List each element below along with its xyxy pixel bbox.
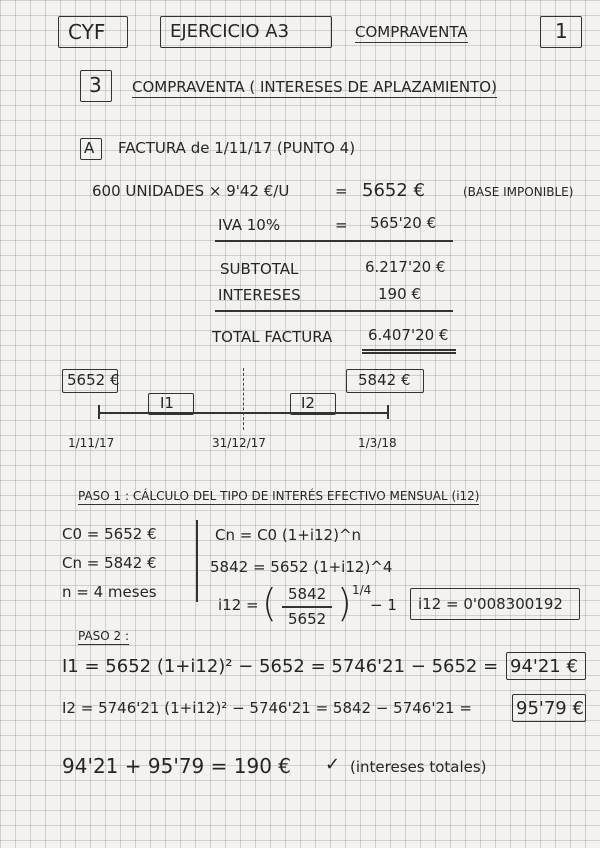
subsection-letter: A [84,139,95,157]
exercise-label: EJERCICIO A3 [170,21,290,42]
step1-result: i12 = 0'008300192 [418,595,563,613]
step2-i1-result: 94'21 € [510,656,578,677]
timeline-midpoint-marker [243,368,244,430]
step1-title: PASO 1 : CÁLCULO DEL TIPO DE INTERÉS EFECTIVO MENSUAL (i12) [78,489,480,503]
timeline-tick-start [98,405,100,419]
invoice-total-underline-2 [362,352,456,354]
step1-formula-3-paren-open: ( [262,581,277,625]
step1-formula-2: 5842 = 5652 (1+i12)^4 [210,558,393,576]
step2-i2-result: 95'79 € [516,698,584,719]
invoice-total-underline-1 [362,349,456,351]
interest-1-label: I1 [160,394,174,412]
invoice-subtotal-value: 6.217'20 € [365,258,446,276]
invoice-rule-2 [215,310,453,312]
section-title: COMPRAVENTA ( INTERESES DE APLAZAMIENTO) [132,78,497,96]
step2-i2-line: I2 = 5746'21 (1+i12)² − 5746'21 = 5842 − 5746'21 = [62,699,472,717]
step1-formula-3-exponent: 1/4 [352,583,372,597]
invoice-base-note: (BASE IMPONIBLE) [463,185,574,199]
invoice-units-line: 600 UNIDADES × 9'42 €/U [92,182,290,200]
end-amount: 5842 € [358,371,411,389]
invoice-total-label: TOTAL FACTURA [212,328,333,346]
step1-formula-3-numerator: 5842 [288,585,327,603]
page-number: 1 [555,19,568,43]
invoice-equals-2: = [335,216,348,234]
step1-formula-1: Cn = C0 (1+i12)^n [215,526,362,544]
step2-title: PASO 2 : [78,629,130,643]
step1-formula-3-tail: − 1 [370,596,397,614]
total-note: (intereses totales) [350,758,487,776]
step1-formula-3-paren-close: ) [337,581,352,625]
invoice-subtotal-label: SUBTOTAL [220,260,299,278]
interest-2-label: I2 [301,394,315,412]
invoice-interest-value: 190 € [378,285,421,303]
invoice-total-value: 6.407'20 € [368,326,449,344]
timeline-date-3: 1/3/18 [358,436,397,450]
topic-label: COMPRAVENTA [355,23,468,41]
total-sum-line: 94'21 + 95'79 = 190 € [62,754,291,778]
section-number: 3 [89,73,102,97]
timeline-date-2: 31/12/17 [212,436,266,450]
invoice-iva-label: IVA 10% [218,216,281,234]
step1-n: n = 4 meses [62,583,157,601]
step2-i1-line: I1 = 5652 (1+i12)² − 5652 = 5746'21 − 5652 = [62,656,499,677]
course-label: CYF [68,20,106,44]
invoice-base-value: 5652 € [362,180,425,201]
checkmark-icon: ✓ [325,754,341,775]
invoice-iva-value: 565'20 € [370,214,437,232]
invoice-interest-label: INTERESES [218,286,301,304]
step1-c0: C0 = 5652 € [62,525,157,543]
timeline-date-1: 1/11/17 [68,436,115,450]
timeline-tick-end [387,405,389,419]
invoice-equals-1: = [335,182,348,200]
step1-formula-3-denominator: 5652 [288,610,327,628]
step1-fraction-bar [282,606,332,608]
invoice-rule-1 [215,240,453,242]
start-amount: 5652 € [67,371,120,389]
subsection-title: FACTURA de 1/11/17 (PUNTO 4) [118,139,356,157]
step1-cn: Cn = 5842 € [62,554,157,572]
step1-formula-3-left: i12 = [218,596,259,614]
step1-divider [196,520,198,602]
